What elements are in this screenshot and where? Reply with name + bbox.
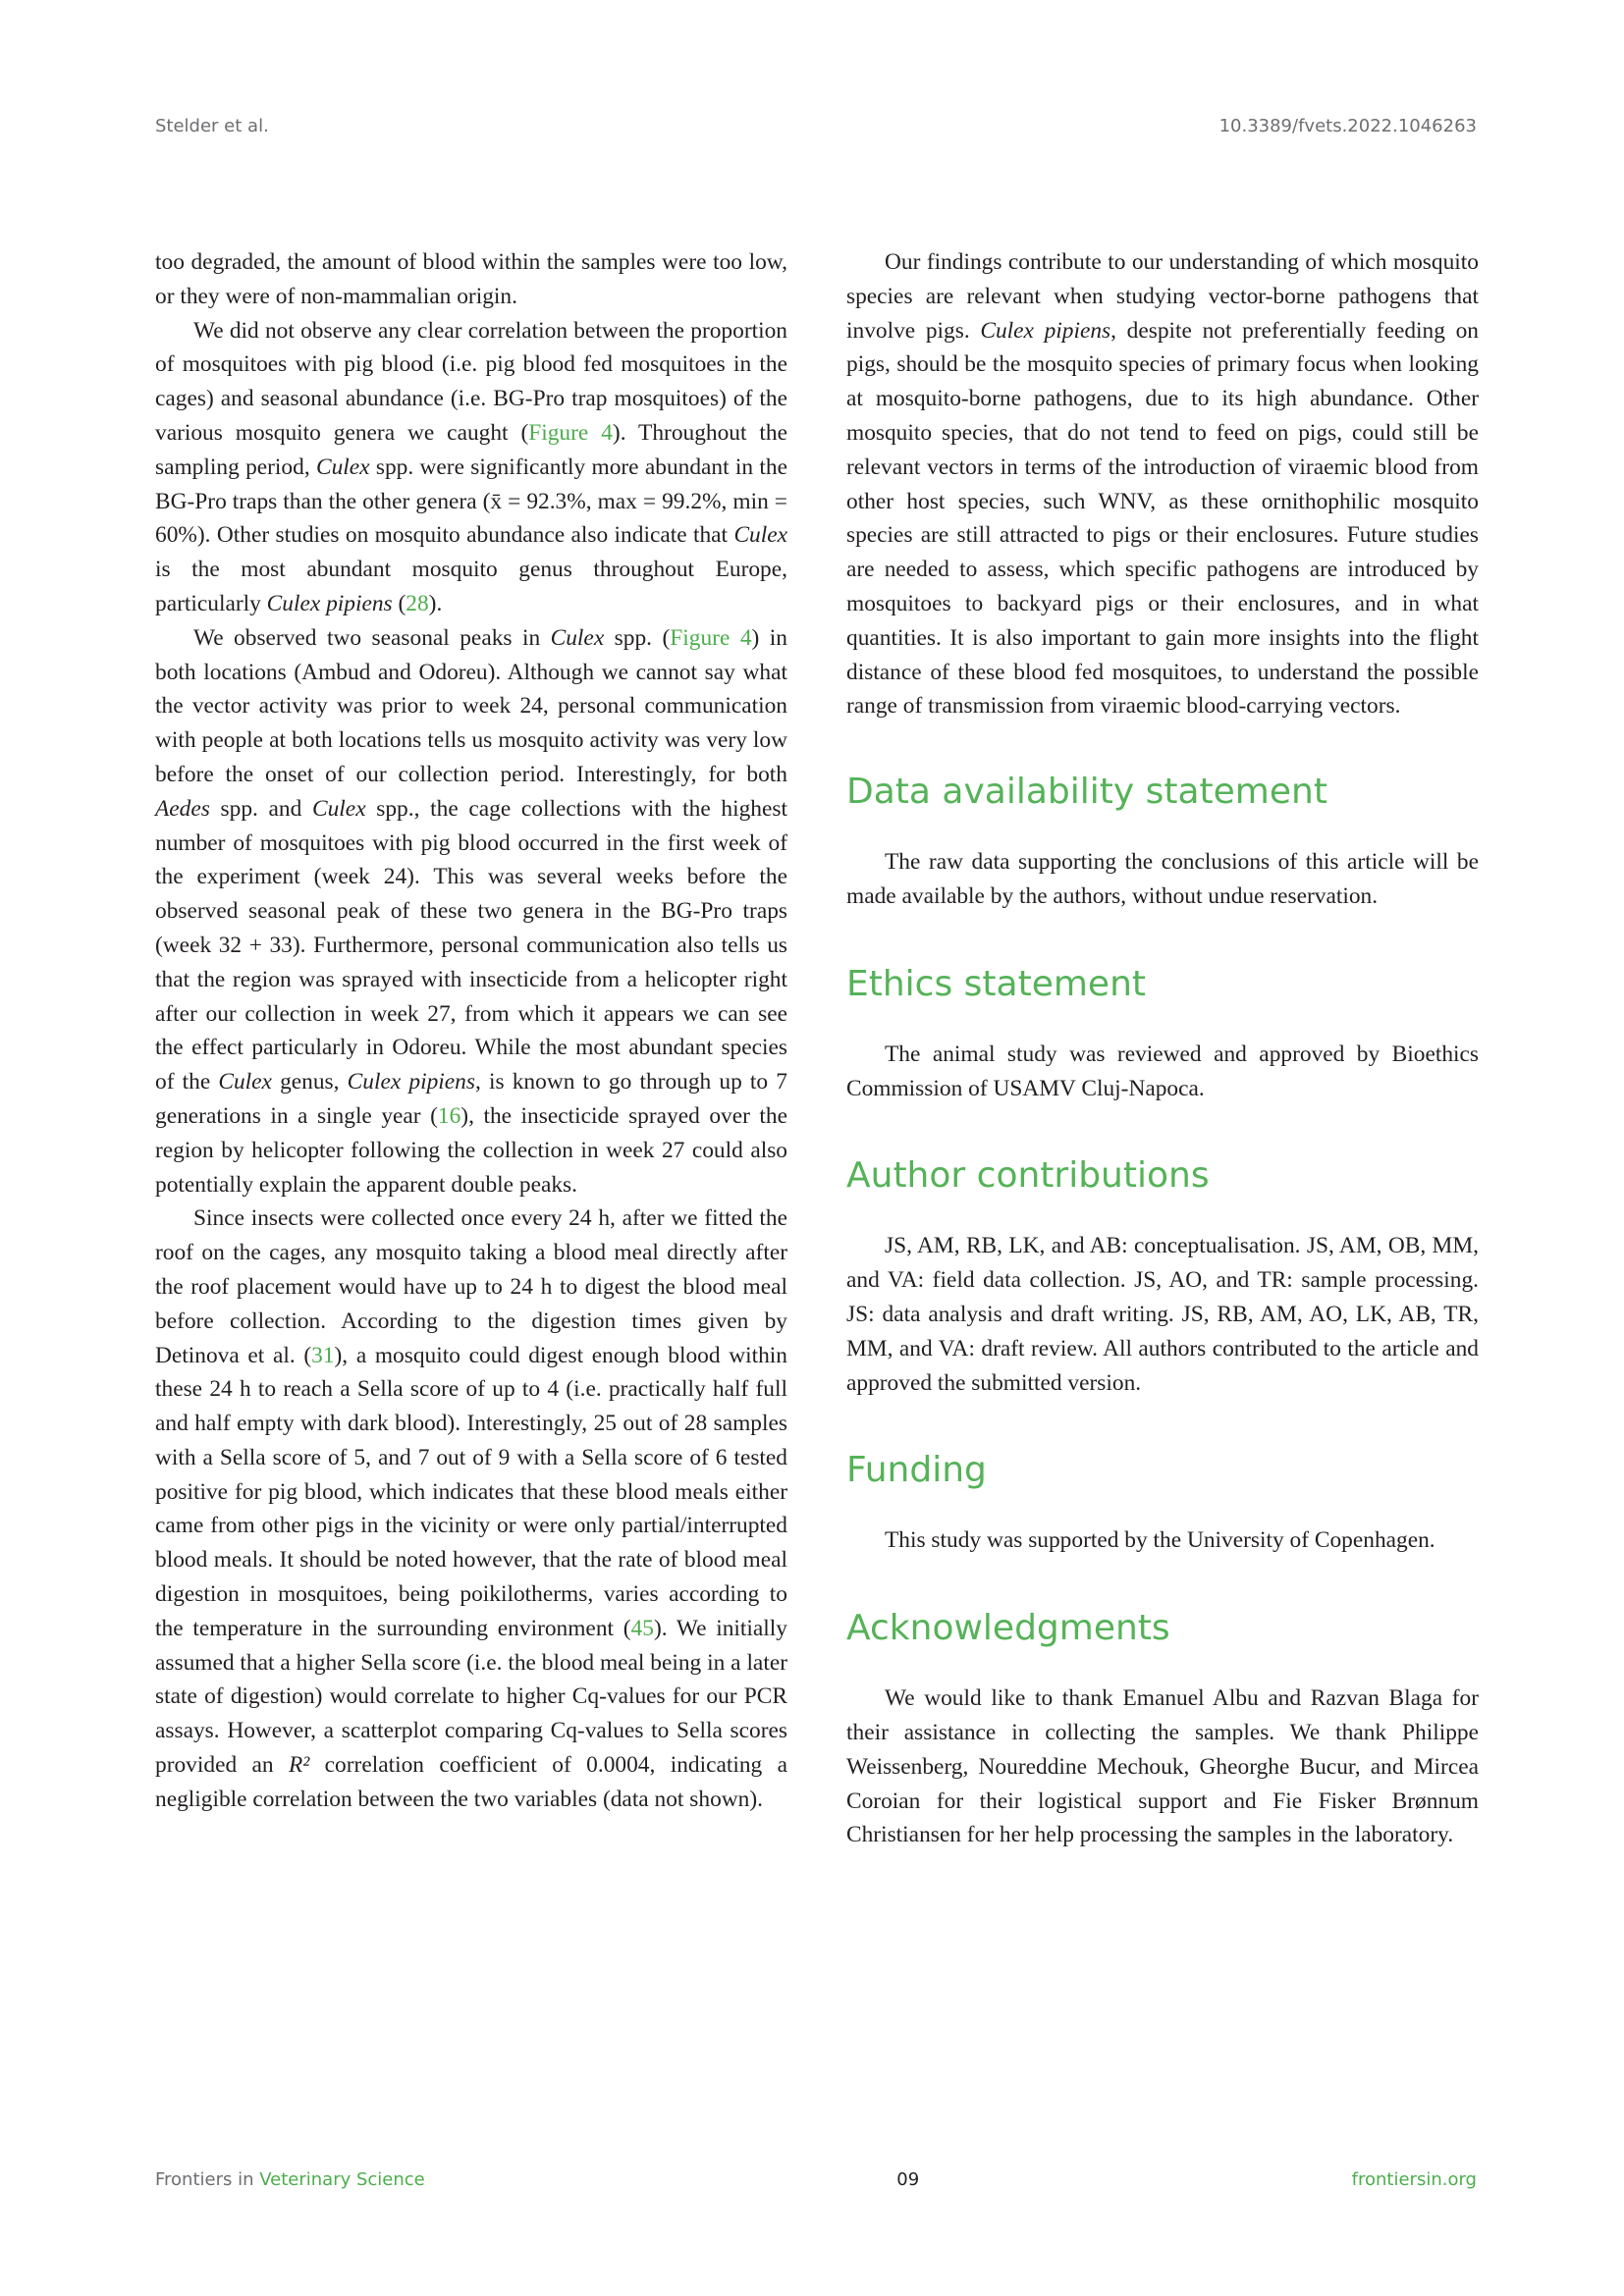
section-heading-ethics: Ethics statement (846, 963, 1147, 1004)
section-heading-acknowledgments: Acknowledgments (846, 1608, 1170, 1649)
paragraph: Since insects were collected once every 24 h, after we fitted the roof on the cages, any mosquito taking a blood meal directly after the roof placement would have up to 24 h to digest the blood meal before collection. According to the digestion times given by Detinova et al. (31), a mosquito could digest enough blood within these 24 h to reach a Sella score of up to 4 (i.e. practically half full and half empty with dark blood). Interestingly, 25 out of 28 samples with a Sella score of 5, and 7 out of 9 with a Sella score of 6 tested positive for pig blood, which indicates that these blood meals either came from other pigs in the vicinity or were only partial/interrupted blood meals. It should be noted however, that the rate of blood meal digestion in mosquitoes, being poikilotherms, varies according to the temperature in the surrounding environment (45). We initially assumed that a higher Sella score (i.e. the blood meal being in a later state of digestion) would correlate to higher Cq-values for our PCR assays. However, a scatterplot comparing Cq-values to Sella scores provided an R² correlation coefficient of 0.0004, indicating a negligible correlation between the two variables (data not shown). (155, 1205, 788, 1812)
left-column (155, 245, 787, 1817)
running-footer (155, 2169, 1477, 2190)
section-heading-author-contributions: Author contributions (846, 1155, 1210, 1197)
citation-link[interactable]: 31 (311, 1342, 335, 1368)
running-header (155, 116, 1477, 136)
paragraph: We did not observe any clear correlation between the proportion of mosquitoes with pig blood (i.e. pig blood fed mosquitoes in the cages) and seasonal abundance (i.e. BG-Pro trap mosquitoes) of the various mosquito genera we caught (Figure 4). Throughout the sampling period, Culex spp. were significantly more abundant in the BG-Pro traps than the other genera (x̄ = 92.3%, max = 99.2%, min = 60%). Other studies on mosquito abundance also indicate that Culex is the most abundant mosquito genus throughout Europe, particularly Culex pipiens (28). (155, 317, 787, 616)
header-doi: 10.3389/fvets.2022.1046263 (1218, 116, 1477, 136)
header-authors: Stelder et al. (155, 116, 269, 136)
footer-site-link[interactable]: frontiersin.org (1351, 2169, 1477, 2190)
figure-link[interactable]: Figure 4 (528, 419, 613, 446)
paragraph: We would like to thank Emanuel Albu and Razvan Blaga for their assistance in collecting the samples. We thank Philippe Weissenberg, Noureddine Mechouk, Gheorghe Bucur, and Mircea Coroian for their logistical support and Fie Fisker Brønnum Christiansen for her help processing the samples in the laboratory. (846, 1685, 1479, 1848)
paragraph: This study was supported by the University of Copenhagen. (885, 1527, 1435, 1554)
paragraph: too degraded, the amount of blood within the samples were too low, or they were of non-mammalian origin. (155, 249, 787, 309)
figure-link[interactable]: Figure 4 (670, 624, 752, 651)
footer-journal: Frontiers in Veterinary Science (155, 2169, 425, 2190)
paragraph: We observed two seasonal peaks in Culex spp. (Figure 4) in both locations (Ambud and Odoreu). Although we cannot say what the vector activity was prior to week 24, personal communication with people at both locations tells us mosquito activity was very low before the onset of our collection period. Interestingly, for both Aedes spp. and Culex spp., the cage collections with the highest number of mosquitoes with pig blood occurred in the first week of the experiment (week 24). This was several weeks before the observed seasonal peak of these two genera in the BG-Pro traps (week 32 + 33). Furthermore, personal communication also tells us that the region was sprayed with insecticide from a helicopter right after our collection in week 27, from which it appears we can see the effect particularly in Odoreu. While the most abundant species of the Culex genus, Culex pipiens, is known to go through up to 7 generations in a single year (16), the insecticide sprayed over the region by helicopter following the collection in week 27 could also potentially explain the apparent double peaks. (155, 624, 787, 1198)
paragraph: Our findings contribute to our understanding of which mosquito species are relevant when studying vector-borne pathogens that involve pigs. Culex pipiens, despite not preferentially feeding on pigs, should be the mosquito species of primary focus when looking at mosquito-borne pathogens, due to its high abundance. Other mosquito species, that do not tend to feed on pigs, could still be relevant vectors in terms of the introduction of viraemic blood from other host species, such WNV, as these ornithophilic mosquito species are still attracted to pigs or their enclosures. Future studies are needed to assess, which specific pathogens are introduced by mosquitoes to backyard pigs or their enclosures, and in what quantities. It is also important to gain more insights into the flight distance of these blood fed mosquitoes, to understand the possible range of transmission from viraemic blood-carrying vectors. (846, 249, 1480, 720)
citation-link[interactable]: 28 (406, 590, 429, 616)
citation-link[interactable]: 45 (630, 1615, 654, 1641)
paragraph: JS, AM, RB, LK, and AB: conceptualisation. JS, AM, OB, MM, and VA: field data collection. JS, AO, and TR: sample processing. JS: data analysis and draft writing. JS, RB, AM, AO, LK, AB, TR, MM, and VA: draft review. All authors contributed to the article and approved the submitted version. (846, 1233, 1479, 1396)
section-heading-funding: Funding (846, 1450, 987, 1491)
citation-link[interactable]: 16 (437, 1102, 461, 1129)
right-column (846, 245, 1479, 1852)
section-heading-data-availability: Data availability statement (846, 772, 1327, 813)
paragraph: The raw data supporting the conclusions of this article will be made available by the authors, without undue reservation. (846, 849, 1479, 909)
page-number: 09 (896, 2169, 920, 2190)
paragraph: The animal study was reviewed and approved by Bioethics Commission of USAMV Cluj-Napoca. (846, 1041, 1479, 1101)
